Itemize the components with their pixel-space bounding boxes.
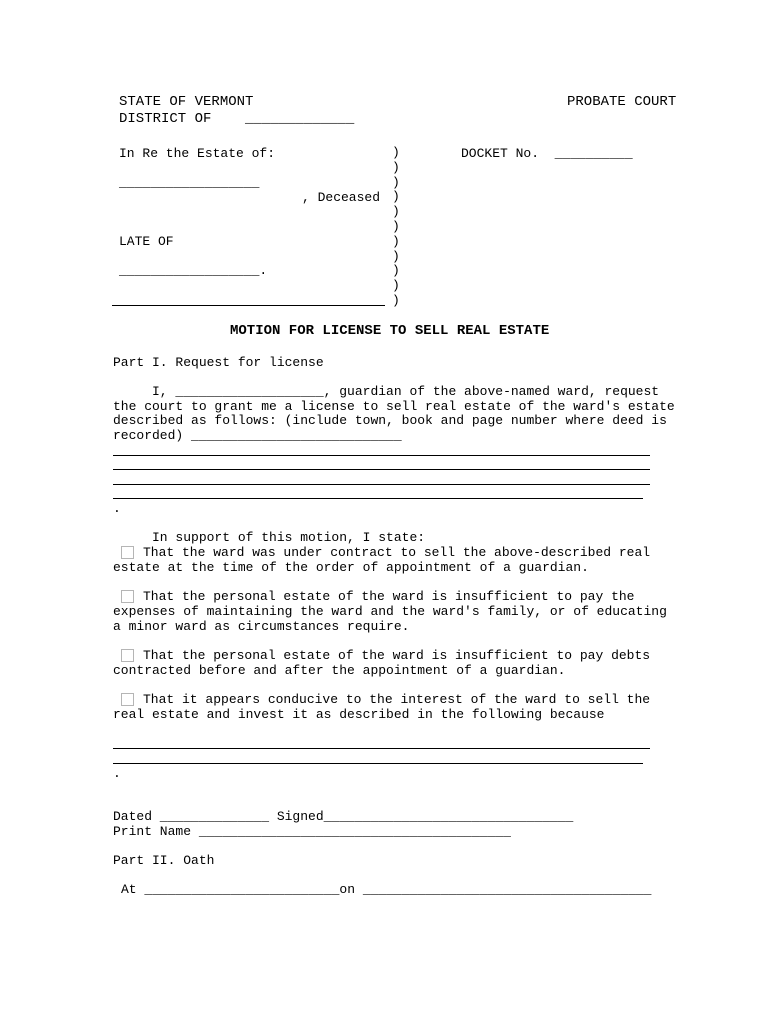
in-re-label: In Re the Estate of: [119,146,276,161]
caption-bottom-rule [112,305,385,306]
reason-text: a minor ward as circumstances require. [113,619,410,634]
description-line[interactable] [113,455,650,456]
reason-text: real estate and invest it as described in the following because [113,707,605,722]
description-line[interactable] [113,498,643,499]
reason-3-checkbox[interactable] [121,649,134,662]
state-heading: STATE OF VERMONT [119,94,254,110]
reason-4-checkbox[interactable] [121,693,134,706]
district-line: DISTRICT OF _____________ [119,111,355,127]
deceased-label: , Deceased [302,190,381,205]
request-paragraph-line: I, ___________________, guardian of the above-named ward, request [113,384,660,399]
reason-text: That the ward was under contract to sell the above-described real [143,545,651,560]
reason-2-checkbox[interactable] [121,590,134,603]
docket-number-field[interactable]: DOCKET No. __________ [461,146,633,161]
reason-text: That the personal estate of the ward is insufficient to pay the [143,589,635,604]
reason-1-checkbox[interactable] [121,546,134,559]
part2-heading: Part II. Oath [113,853,215,868]
reason-text: That it appears conducive to the interest of the ward to sell the [143,692,651,707]
end-period: . [113,501,121,516]
estate-name-blank[interactable]: __________________ [119,175,260,190]
request-paragraph-line: described as follows: (include town, book and page number where deed is [113,413,667,428]
request-paragraph-line: the court to grant me a license to sell real estate of the ward's estate [113,399,675,414]
late-of-label: LATE OF [119,234,174,249]
reason-text: That the personal estate of the ward is insufficient to pay debts [143,648,651,663]
document-title: MOTION FOR LICENSE TO SELL REAL ESTATE [230,323,550,339]
print-name-line[interactable]: Print Name ________________________________________ [113,824,511,839]
dated-signed-line[interactable]: Dated ______________ Signed________________________________ [113,809,574,824]
description-line[interactable] [113,469,650,470]
reason-text: contracted before and after the appointment of a guardian. [113,663,566,678]
reason-text: estate at the time of the order of appointment of a guardian. [113,560,589,575]
caption-parentheses: ) ) ) ) ) ) ) ) ) ) ) [392,145,400,308]
because-line[interactable] [113,748,650,749]
description-line[interactable] [113,484,650,485]
oath-at-line[interactable]: At _________________________on _____________________________________ [121,882,652,897]
part1-heading: Part I. Request for license [113,355,324,370]
reason-text: expenses of maintaining the ward and the ward's family, or of educating [113,604,667,619]
because-line[interactable] [113,763,643,764]
late-of-blank[interactable]: __________________. [119,263,268,278]
end-period: . [113,766,121,781]
court-heading: PROBATE COURT [567,94,677,110]
support-intro: In support of this motion, I state: [113,530,426,545]
request-paragraph-line: recorded) ___________________________ [113,428,402,443]
